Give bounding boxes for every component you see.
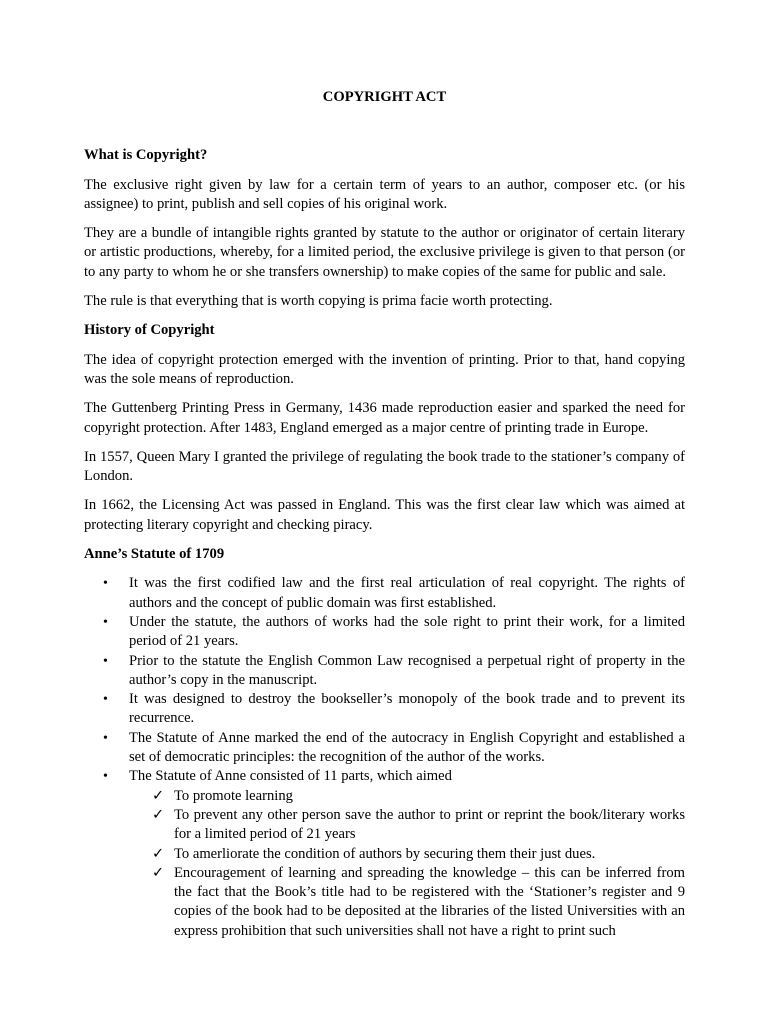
paragraph: The Guttenberg Printing Press in Germany, 1436 made reproduction easier and sparked the need for copyright protection. After 1483, England emerged as a major centre of printing trade in Europe. (84, 400, 685, 436)
paragraph: The idea of copyright protection emerged with the invention of printing. Prior to that, hand copying was the sole means of reproduction. (84, 351, 685, 387)
bullet-item (84, 613, 685, 652)
bullet-icon: • (103, 614, 108, 630)
paragraph: They are a bundle of intangible rights granted by statute to the author or originator of certain literary or artistic productions, whereby, for a limited period, the exclusive privilege is given to that person (or to any party to whom he or she transfers ownership) to make copies of the same for public and sale. (84, 225, 685, 280)
bullet-item (84, 574, 685, 613)
bullet-text: The Statute of Anne marked the end of the autocracy in English Copyright and established a set of democratic principles: the recognition of the author of the works. (129, 729, 685, 766)
bullet-icon: • (103, 576, 108, 592)
bullet-item (84, 652, 685, 691)
section-heading-annes-statute: Anne’s Statute of 1709 (84, 546, 225, 563)
checkmark-item (129, 864, 685, 941)
paragraph: In 1662, the Licensing Act was passed in England. This was the first clear law which was aimed at protecting literary copyright and checking piracy. (84, 497, 685, 533)
document-title: COPYRIGHT ACT (322, 89, 447, 105)
bullet-icon: • (103, 769, 108, 785)
checkmark-text: To promote learning (174, 787, 293, 804)
paragraph: In 1557, Queen Mary I granted the privilege of regulating the book trade to the stationer’s company of London. (84, 448, 685, 485)
paragraph: The exclusive right given by law for a certain term of years to an author, composer etc. (or his assignee) to print, publish and sell copies of his original work. (84, 176, 685, 212)
bullet-icon: • (103, 730, 108, 746)
checkmark-text: Encouragement of learning and spreading the knowledge – this can be inferred from the fact that the Book’s title had to be registered with the ‘Stationer’s register and 9 copies of the book had to be deposited at the libraries of the listed Universities with an express prohibition that such universities shall not have a right to print such (174, 864, 685, 939)
checkmark-icon: ✓ (152, 845, 165, 862)
checkmark-item (129, 787, 685, 806)
bullet-item (84, 767, 685, 941)
document-content (84, 88, 685, 941)
checkmark-text: To prevent any other person save the author to print or reprint the book/literary works for a limited period of 21 years (174, 806, 685, 843)
section-heading-history-of-copyright: History of Copyright (84, 322, 215, 339)
bullet-text: The Statute of Anne consisted of 11 parts, which aimed (129, 768, 452, 785)
checkmark-icon: ✓ (152, 806, 165, 823)
paragraph: The rule is that everything that is worth copying is prima facie worth protecting. (84, 293, 553, 310)
bullet-text: Under the statute, the authors of works had the sole right to print their work, for a limited period of 21 years. (129, 613, 685, 650)
section-heading-what-is-copyright: What is Copyright? (84, 147, 208, 164)
bullet-icon: • (103, 653, 108, 669)
bullet-text: Prior to the statute the English Common Law recognised a perpetual right of property in the author’s copy in the manuscript. (129, 652, 685, 688)
checkmark-item (129, 845, 685, 864)
checkmark-text: To amerliorate the condition of authors by securing them their just dues. (174, 845, 596, 862)
checkmark-icon: ✓ (152, 864, 165, 881)
checkmark-icon: ✓ (152, 787, 165, 804)
bullet-list (84, 574, 685, 941)
bullet-text: It was the first codified law and the first real articulation of real copyright. The rights of authors and the concept of public domain was first established. (129, 575, 685, 611)
bullet-text: It was designed to destroy the bookseller’s monopoly of the book trade and to prevent its recurrence. (129, 691, 685, 727)
bullet-item (84, 690, 685, 729)
checkmark-list (129, 787, 685, 941)
bullet-icon: • (103, 692, 108, 708)
bullet-item (84, 729, 685, 768)
checkmark-item (129, 806, 685, 845)
